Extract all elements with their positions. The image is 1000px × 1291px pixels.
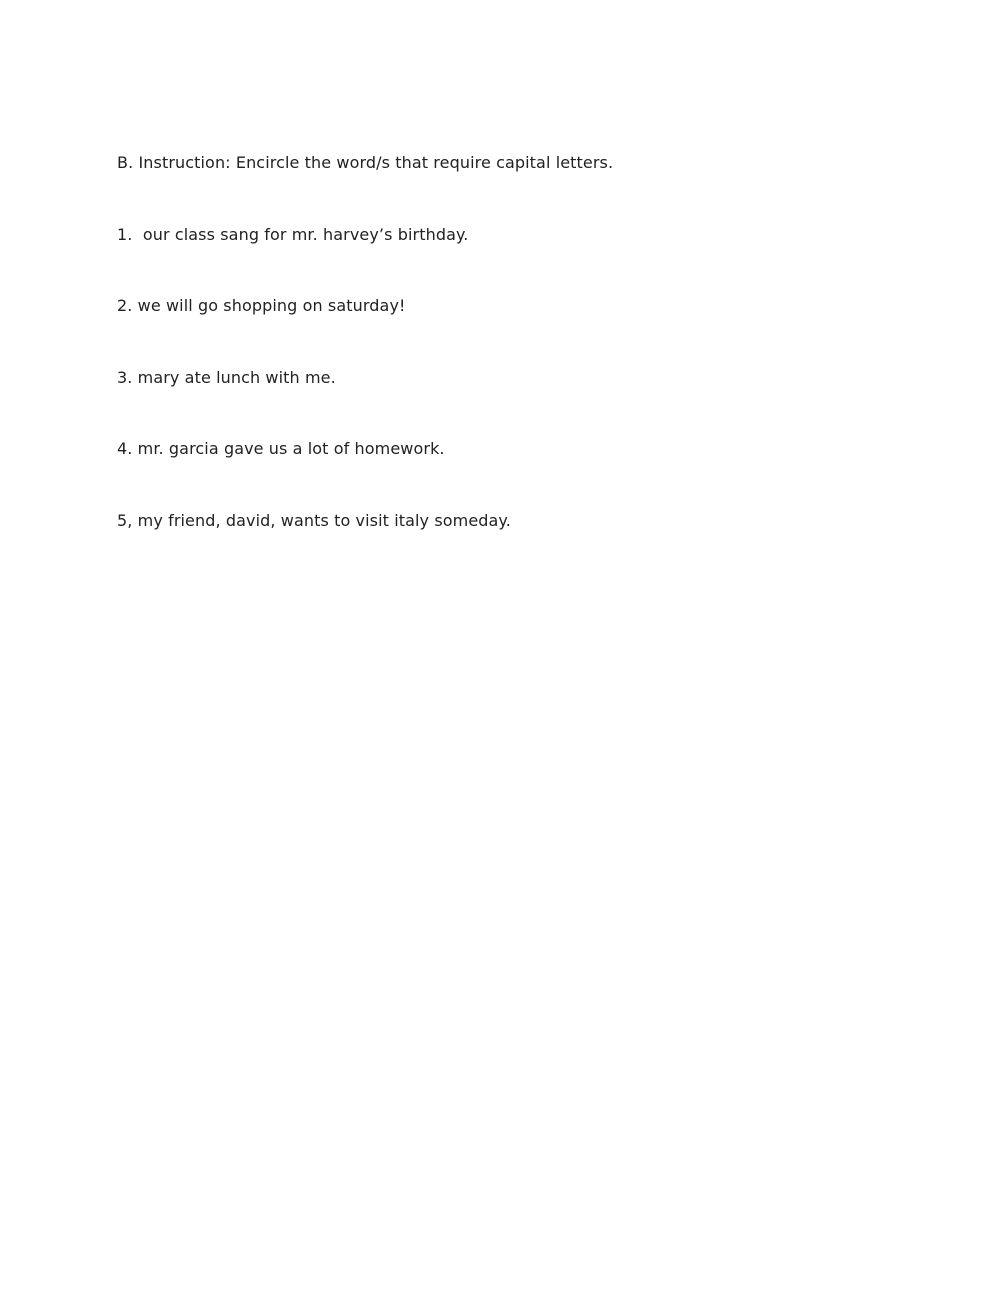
instruction-text: B. Instruction: Encircle the word/s that require capital letters. (117, 153, 614, 172)
exercise-sentence-2[interactable]: 2. we will go shopping on saturday! (117, 296, 406, 315)
exercise-sentence-1[interactable]: 1. our class sang for mr. harvey’s birthday. (117, 225, 469, 244)
exercise-sentence-3[interactable]: 3. mary ate lunch with me. (117, 368, 336, 387)
exercise-sentence-4[interactable]: 4. mr. garcia gave us a lot of homework. (117, 439, 445, 458)
exercise-sentence-5[interactable]: 5, my friend, david, wants to visit italy someday. (117, 511, 511, 530)
